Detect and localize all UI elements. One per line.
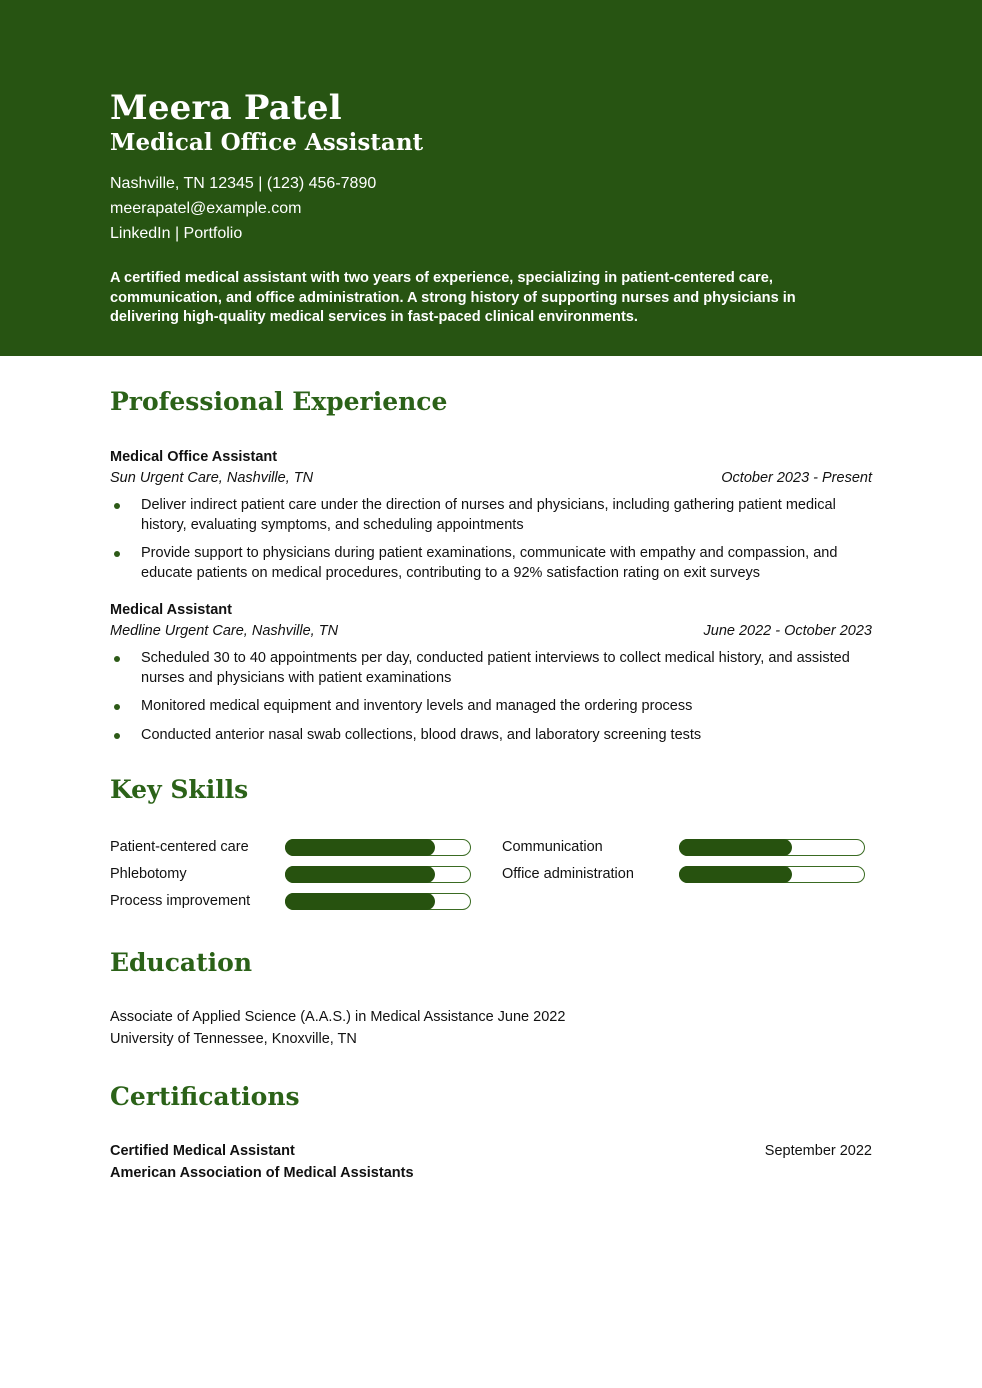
education-degree: Associate of Applied Science (A.A.S.) in Medical Assistance June 2022 bbox=[110, 1009, 566, 1025]
certification-name: Certified Medical Assistant bbox=[110, 1143, 295, 1159]
skill-level-fill bbox=[679, 839, 792, 856]
skill-level-bar bbox=[679, 839, 865, 856]
resume-body bbox=[0, 356, 982, 1184]
professional-summary: A certified medical assistant with two years of experience, specializing in patient-centered care, communication, and office administration. A strong history of supporting nurses and physicians in delivering high-quality medical services in fast-paced clinical environments. bbox=[110, 270, 796, 325]
skill-level-bar bbox=[285, 839, 471, 856]
skill-level-fill bbox=[679, 866, 792, 883]
bullet-text: Monitored medical equipment and inventory levels and managed the ordering process bbox=[141, 698, 693, 714]
section-professional-experience bbox=[0, 387, 982, 745]
education-school: University of Tennessee, Knoxville, TN bbox=[110, 1031, 357, 1047]
section-heading-experience: Professional Experience bbox=[110, 387, 448, 416]
certification-entry bbox=[110, 1140, 872, 1184]
experience-company: Medline Urgent Care, Nashville, TN bbox=[110, 623, 339, 639]
section-heading-education: Education bbox=[110, 948, 253, 977]
experience-role: Medical Office Assistant bbox=[110, 449, 278, 465]
skills-grid bbox=[110, 834, 872, 915]
skill-level-fill bbox=[285, 866, 435, 883]
list-item bbox=[110, 544, 872, 583]
section-heading-skills: Key Skills bbox=[110, 775, 249, 804]
candidate-name: Meera Patel bbox=[110, 88, 342, 128]
header-content bbox=[110, 88, 880, 328]
certification-header-row bbox=[110, 1140, 872, 1162]
skill-level-bar bbox=[285, 893, 471, 910]
bullet-text: Provide support to physicians during patient examinations, communicate with empathy and compassion, and educate patients on medical procedures, contributing to a 92% satisfaction rating on exit surveys bbox=[141, 545, 838, 581]
experience-company: Sun Urgent Care, Nashville, TN bbox=[110, 470, 314, 486]
bullet-text: Scheduled 30 to 40 appointments per day, conducted patient interviews to collect medical history, and assisted nurses and physicians with patient examinations bbox=[141, 650, 850, 686]
candidate-job-title: Medical Office Assistant bbox=[110, 129, 424, 156]
resume-header-band bbox=[0, 0, 982, 356]
list-item bbox=[110, 726, 872, 746]
section-key-skills bbox=[0, 775, 982, 915]
list-item bbox=[110, 649, 872, 688]
skill-label: Phlebotomy bbox=[110, 866, 187, 882]
experience-bullet-list bbox=[110, 649, 872, 745]
bullet-text: Deliver indirect patient care under the direction of nurses and physicians, including gathering patient medical history, evaluating symptoms, and scheduling appointments bbox=[141, 497, 836, 533]
experience-dates: October 2023 - Present bbox=[721, 470, 872, 486]
linkedin-link[interactable]: LinkedIn bbox=[110, 225, 171, 242]
experience-meta-row bbox=[110, 468, 872, 489]
skill-level-bar bbox=[679, 866, 865, 883]
skill-label: Communication bbox=[502, 839, 603, 855]
bullet-dot-icon bbox=[114, 656, 120, 662]
skill-label: Patient-centered care bbox=[110, 839, 249, 855]
section-certifications bbox=[0, 1082, 982, 1184]
experience-meta-row bbox=[110, 621, 872, 642]
contact-links bbox=[110, 221, 880, 246]
skill-label: Office administration bbox=[502, 866, 634, 882]
contact-email[interactable]: meerapatel@example.com bbox=[110, 200, 302, 217]
section-heading-certifications: Certifications bbox=[110, 1082, 300, 1111]
portfolio-link[interactable]: Portfolio bbox=[183, 225, 243, 242]
experience-entry bbox=[110, 600, 872, 745]
bullet-dot-icon bbox=[114, 704, 120, 710]
bullet-dot-icon bbox=[114, 551, 120, 557]
education-entry bbox=[110, 1006, 872, 1050]
skill-level-bar bbox=[285, 866, 471, 883]
skill-label: Process improvement bbox=[110, 893, 251, 909]
experience-dates: June 2022 - October 2023 bbox=[703, 623, 872, 639]
section-education bbox=[0, 948, 982, 1050]
list-item bbox=[110, 496, 872, 535]
experience-bullet-list bbox=[110, 496, 872, 583]
skill-level-fill bbox=[285, 839, 435, 856]
bullet-dot-icon bbox=[114, 503, 120, 509]
bullet-dot-icon bbox=[114, 733, 120, 739]
certification-date: September 2022 bbox=[764, 1143, 872, 1159]
list-item bbox=[110, 697, 872, 717]
experience-role: Medical Assistant bbox=[110, 602, 232, 618]
contact-location-phone: Nashville, TN 12345 | (123) 456-7890 bbox=[110, 175, 377, 192]
link-separator: | bbox=[170, 225, 184, 242]
certification-organization: American Association of Medical Assistants bbox=[110, 1165, 414, 1181]
skill-level-fill bbox=[285, 893, 435, 910]
bullet-text: Conducted anterior nasal swab collections, blood draws, and laboratory screening tests bbox=[141, 726, 702, 743]
experience-entry bbox=[110, 447, 872, 583]
